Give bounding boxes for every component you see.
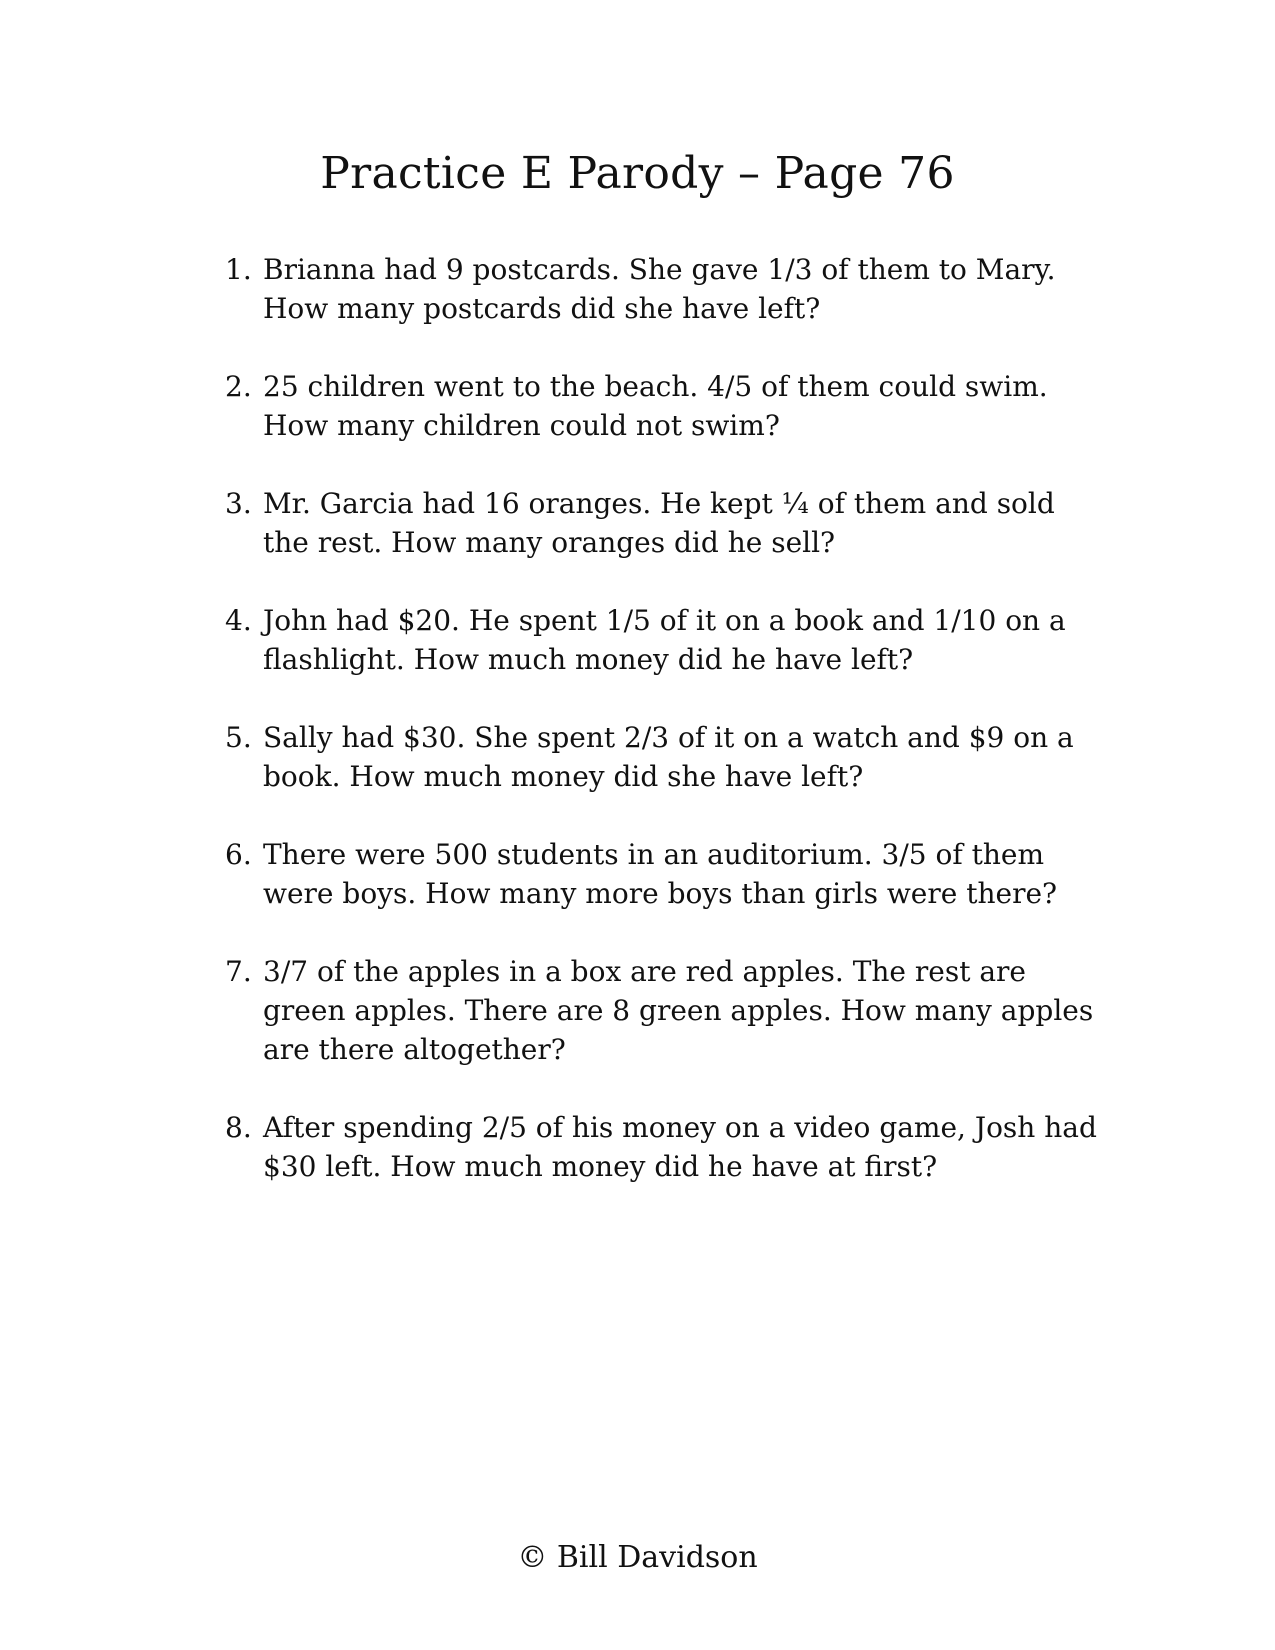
problem-text: Brianna had 9 postcards. She gave 1/3 of them to Mary. How many postcards did she have left? <box>263 253 1056 325</box>
problem-text: There were 500 students in an auditorium. 3/5 of them were boys. How many more boys than girls were there? <box>263 838 1058 910</box>
problem-number: 1. <box>225 253 252 286</box>
problem-item <box>225 835 1105 913</box>
page-title: Practice E Parody – Page 76 <box>320 148 955 199</box>
problem-text: Mr. Garcia had 16 oranges. He kept ¼ of them and sold the rest. How many oranges did he sell? <box>263 487 1055 559</box>
problem-item <box>225 484 1105 562</box>
problem-number: 4. <box>225 604 252 637</box>
problem-text: John had $20. He spent 1/5 of it on a book and 1/10 on a flashlight. How much money did he have left? <box>263 604 1066 676</box>
problem-text: 3/7 of the apples in a box are red apples. The rest are green apples. There are 8 green apples. How many apples are there altogether? <box>263 955 1094 1066</box>
problem-item <box>225 367 1105 445</box>
problem-text: After spending 2/5 of his money on a video game, Josh had $30 left. How much money did he have at first? <box>263 1111 1097 1183</box>
problem-number: 8. <box>225 1111 252 1144</box>
problem-item <box>225 952 1105 1069</box>
problem-item <box>225 250 1105 328</box>
problem-number: 6. <box>225 838 252 871</box>
problem-list <box>225 250 1105 1225</box>
problem-number: 5. <box>225 721 252 754</box>
problem-number: 2. <box>225 370 252 403</box>
problem-number: 3. <box>225 487 252 520</box>
problem-text: Sally had $30. She spent 2/3 of it on a watch and $9 on a book. How much money did she have left? <box>263 721 1074 793</box>
problem-number: 7. <box>225 955 252 988</box>
problem-item <box>225 601 1105 679</box>
copyright-footer: © Bill Davidson <box>517 1540 758 1575</box>
problem-item <box>225 718 1105 796</box>
problem-text: 25 children went to the beach. 4/5 of them could swim. How many children could not swim? <box>263 370 1048 442</box>
problem-item <box>225 1108 1105 1186</box>
